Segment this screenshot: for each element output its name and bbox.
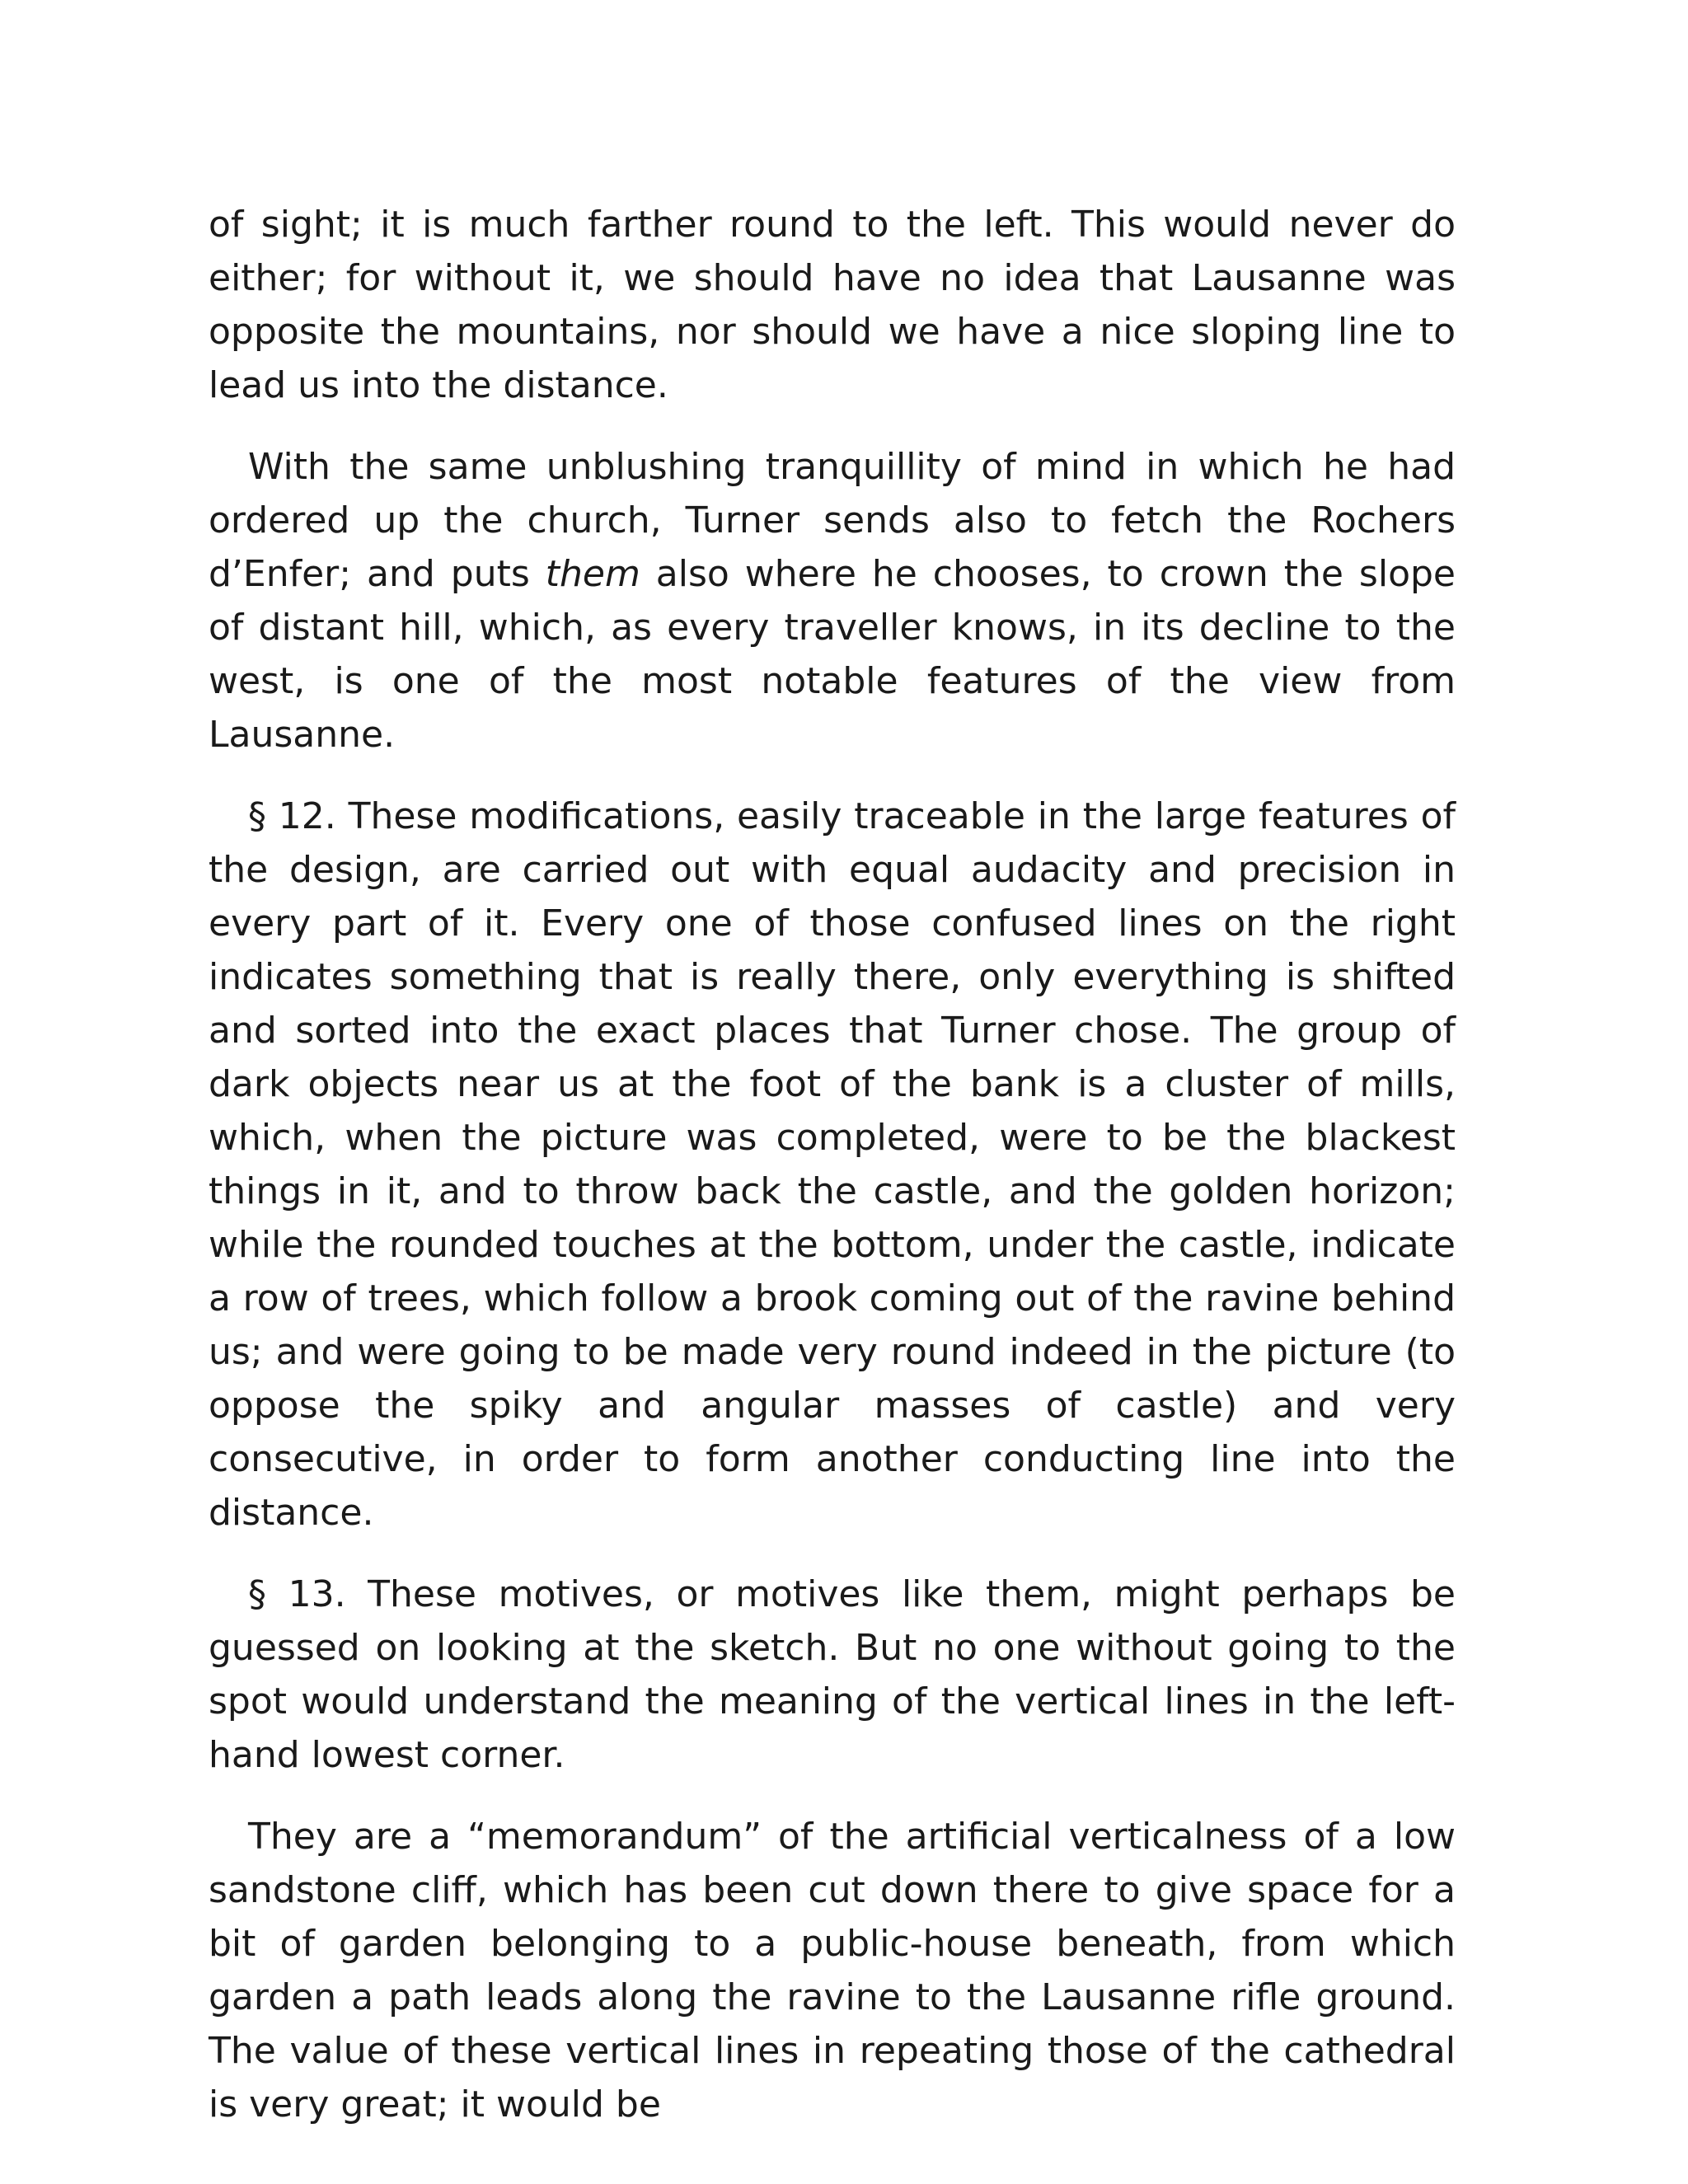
page-body [209,198,1456,2159]
paragraph-continuation: of sight; it is much farther round to the left. This would never do either; for without it, we should have no idea that Lausanne was opposite the mountains, nor should we have a nice sloping line to lead us into the distance. [209,204,1456,406]
paragraph-memorandum: They are a “memorandum” of the artificial verticalness of a low sandstone cliff, which has been cut down there to give space for a bit of garden belonging to a public-house beneath, from which garden a path leads along the ravine to the Lausanne rifle ground. The value of these vertical lines in repeating those of the cathedral is very great; it would be [209,1816,1456,2125]
paragraph-section-12: § 12. These modifications, easily traceable in the large features of the design, are carried out with equal audacity and precision in every part of it. Every one of those confused lines on the right indicates something that is really there, only everything is shifted and sorted into the exact places that Turner chose. The group of dark objects near us at the foot of the bank is a cluster of mills, which, when the picture was completed, were to be the blackest things in it, and to throw back the castle, and the golden horizon; while the rounded touches at the bottom, under the castle, indicate a row of trees, which follow a brook coming out of the ravine behind us; and were going to be made very round indeed in the picture (to oppose the spiky and angular masses of castle) and very consecutive, in order to form another conducting line into the distance. [209,795,1456,1534]
paragraph-section-13: § 13. These motives, or motives like them, might perhaps be guessed on looking at the sketch. But no one without going to the spot would understand the meaning of the vertical lines in the left-hand lowest corner. [209,1573,1456,1776]
paragraph-text-before: With the same unblushing tranquillity of mind in which he had ordered up the church, Turner sends also to fetch the Rochers d’Enfer; and puts [209,446,1456,595]
paragraph-text-after: also where he chooses, to crown the slope of distant hill, which, as every traveller knows, in its decline to the west, is one of the most notable features of the view from Lausanne. [209,553,1456,756]
emphasis-text: them [545,553,640,595]
paragraph-rochers-denfer [209,440,1456,762]
